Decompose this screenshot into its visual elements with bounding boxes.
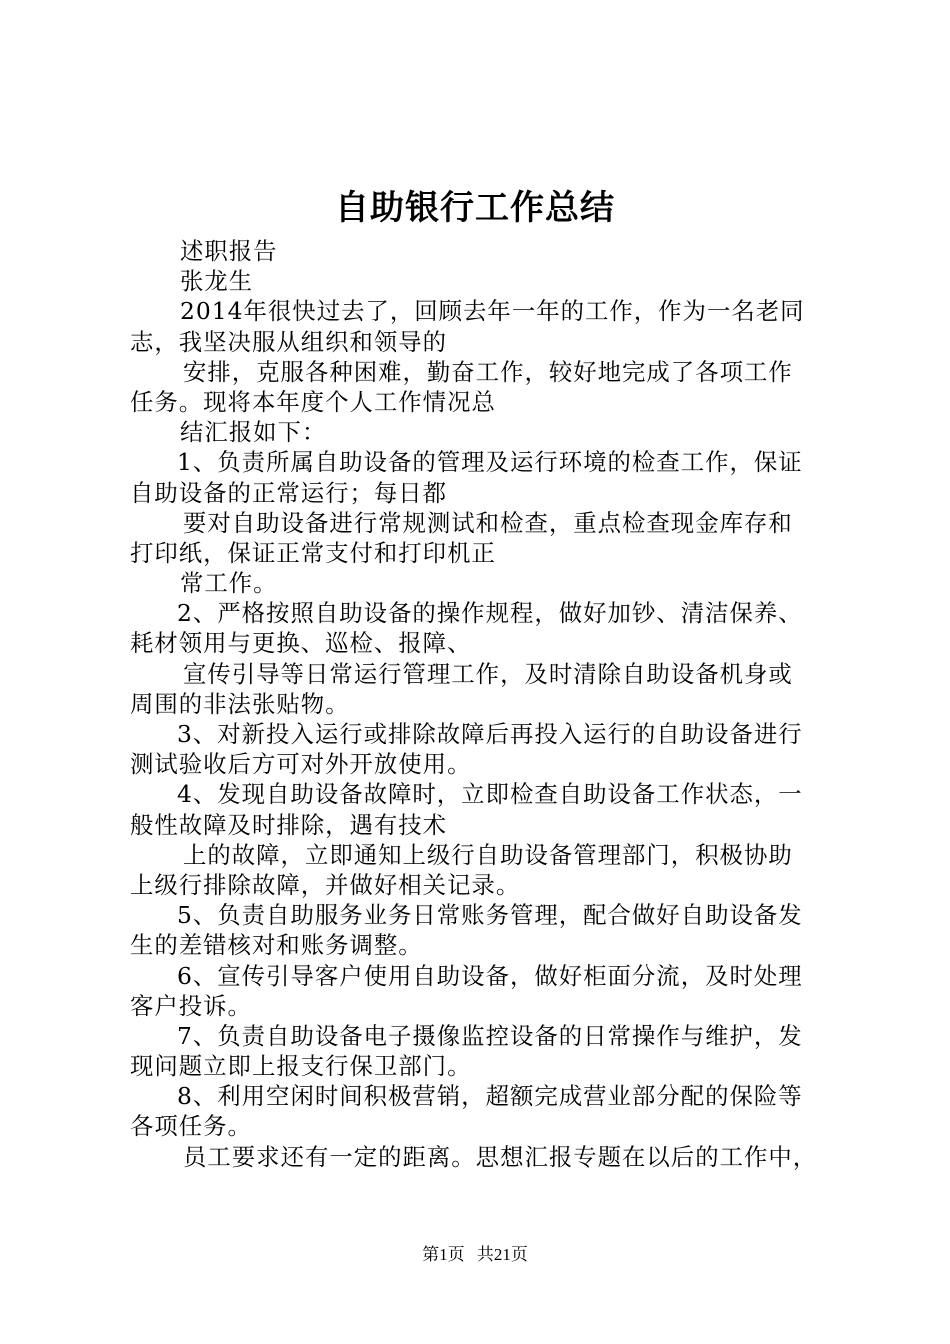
text-line: 2、严格按照自助设备的操作规程，做好加钞、清洁保养、 (177, 599, 803, 628)
document-title: 自助银行工作总结 (335, 188, 615, 228)
text-line: 2014年很快过去了，回顾去年一年的工作，作为一名老同 (180, 297, 805, 326)
text-line: 员工要求还有一定的距离。思想汇报专题在以后的工作中， (183, 1142, 818, 1171)
text-line: 宣传引导等日常运行管理工作，及时清除自助设备机身或 (183, 659, 793, 688)
text-line: 述职报告 (180, 237, 278, 265)
page-footer (0, 1244, 950, 1266)
text-line: 上的故障，立即通知上级行自助设备管理部门，积极协助 (183, 840, 793, 869)
text-line: 结汇报如下： (180, 418, 327, 447)
text-line: 安排，克服各种困难，勤奋工作，较好地完成了各项工作 (183, 357, 793, 386)
text-line: 客户投诉。 (130, 991, 252, 1020)
text-line: 现问题立即上报支行保卫部门。 (130, 1052, 472, 1081)
text-line: 要对自助设备进行常规测试和检查，重点检查现金库存和 (183, 508, 793, 537)
text-line: 任务。现将本年度个人工作情况总 (130, 387, 496, 416)
text-line: 般性故障及时排除，遇有技术 (130, 810, 448, 839)
text-line: 打印纸，保证正常支付和打印机正 (130, 538, 496, 567)
text-line: 上级行排除故障，并做好相关记录。 (130, 870, 521, 899)
text-line: 常工作。 (180, 569, 278, 598)
document-body (130, 236, 836, 1172)
text-line: 生的差错核对和账务调整。 (130, 931, 423, 960)
text-line: 7、负责自助设备电子摄像监控设备的日常操作与维护，发 (177, 1021, 803, 1050)
text-line: 自助设备的正常运行；每日都 (130, 478, 448, 507)
text-line: 耗材领用与更换、巡检、报障、 (130, 629, 472, 658)
text-line: 周围的非法张贴物。 (130, 689, 350, 718)
text-line: 志，我坚决服从组织和领导的 (130, 327, 448, 356)
text-line: 3、对新投入运行或排除故障后再投入运行的自助设备进行 (177, 720, 803, 748)
page-number: 第1页 (422, 1245, 465, 1264)
text-line: 各项任务。 (130, 1112, 252, 1141)
text-line: 8、利用空闲时间积极营销，超额完成营业部分配的保险等 (177, 1082, 803, 1111)
text-line: 张龙生 (180, 267, 254, 296)
page-total: 共21页 (476, 1245, 528, 1264)
text-line: 6、宣传引导客户使用自助设备，做好柜面分流，及时处理 (177, 961, 803, 990)
text-line: 4、发现自助设备故障时，立即检查自助设备工作状态，一 (177, 780, 803, 809)
text-line: 5、负责自助服务业务日常账务管理，配合做好自助设备发 (177, 901, 803, 930)
text-line: 1、负责所属自助设备的管理及运行环境的检查工作，保证 (177, 448, 803, 477)
text-line: 测试验收后方可对外开放使用。 (130, 750, 472, 779)
